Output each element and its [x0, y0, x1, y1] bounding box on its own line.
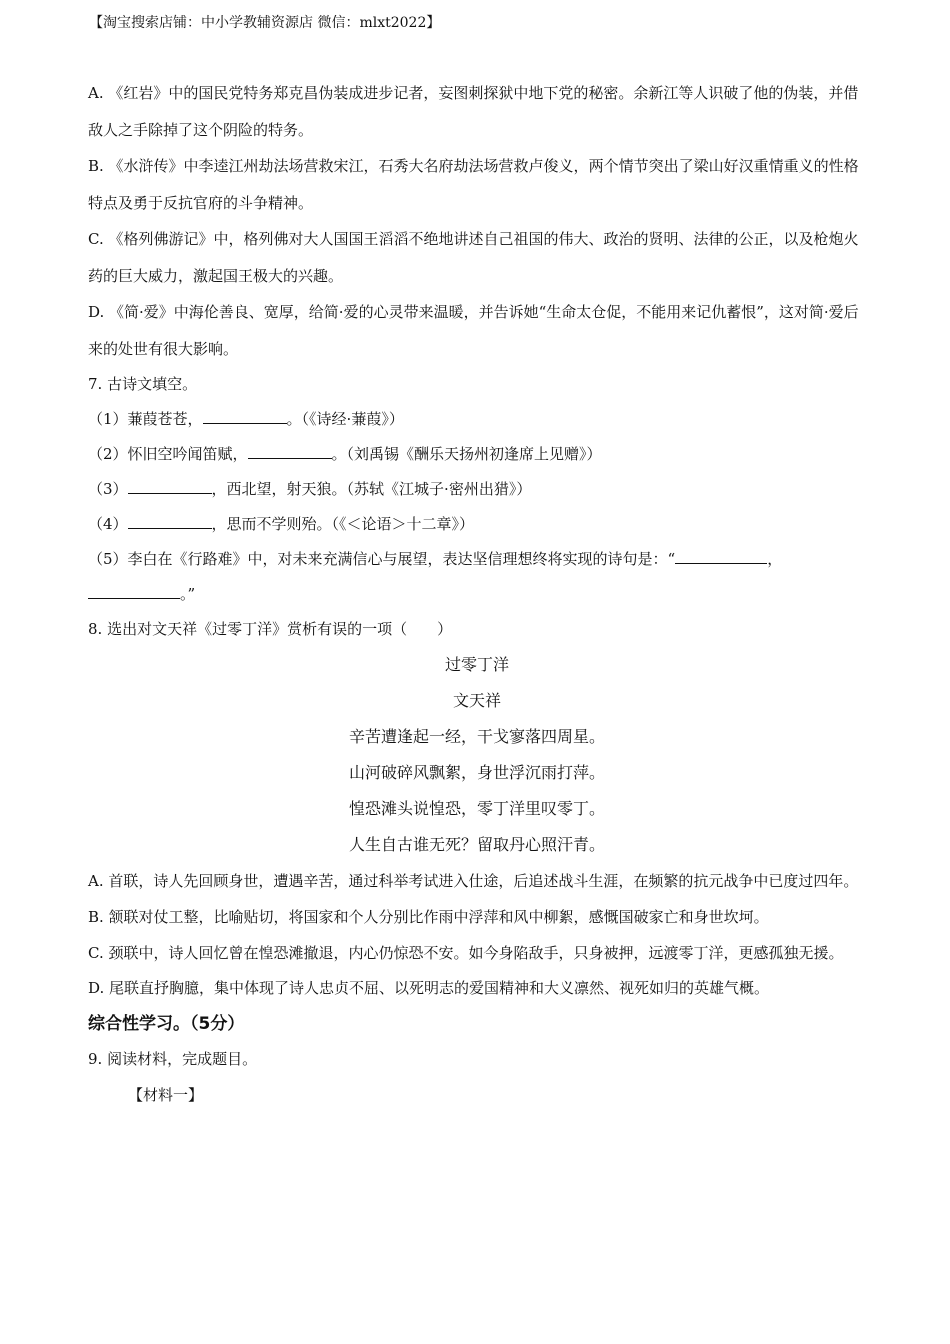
poem-line: 辛苦遭逢起一经，干戈寥落四周星。 — [348, 727, 605, 746]
section-title: 综合性学习。（5分） — [88, 1014, 245, 1034]
poem-line: 人生自古谁无死？留取丹心照汗青。 — [348, 835, 605, 854]
answer-blank — [128, 479, 212, 494]
q6-option-b: B. 《水浒传》中李逵江州劫法场营救宋江，石秀大名府劫法场营救卢俊义，两个情节突出了梁山好汉重情重义的性格特点及勇于反抗官府的斗争精神。 — [88, 157, 859, 212]
answer-blank — [128, 514, 212, 529]
q7-item-5-before: （5）李白在《行路难》中，对未来充满信心与展望，表达坚信理想终将实现的诗句是：“ — [88, 550, 676, 568]
q7-item-5 — [88, 542, 866, 612]
q7-item-3 — [88, 472, 866, 507]
answer-blank — [675, 549, 767, 564]
answer-blank — [203, 409, 287, 424]
q6-option-a: A. 《红岩》中的国民党特务郑克昌伪装成进步记者，妄图刺探狱中地下党的秘密。余新江等人识破了他的伪装，并借敌人之手除掉了这个阴险的特务。 — [88, 84, 859, 139]
document-content — [88, 75, 866, 1113]
q6-option-c: C. 《格列佛游记》中，格列佛对大人国国王滔滔不绝地讲述自己祖国的伟大、政治的贤明、法律的公正，以及枪炮火药的巨大威力，激起国王极大的兴趣。 — [88, 230, 859, 285]
material-label: 【材料一】 — [128, 1086, 204, 1104]
store-header: 【淘宝搜索店铺：中小学教辅资源店 微信：mlxt2022】 — [89, 15, 441, 31]
poem-line: 惶恐滩头说惶恐，零丁洋里叹零丁。 — [348, 799, 605, 818]
q8-option-c: C. 颈联中，诗人回忆曾在惶恐滩撤退，内心仍惊恐不安。如今身陷敌手，只身被押，远渡零丁洋，更感孤独无援。 — [88, 943, 844, 962]
answer-blank — [248, 444, 332, 459]
poem-title: 过零丁洋 — [444, 655, 509, 674]
q9-stem: 9. 阅读材料，完成题目。 — [88, 1050, 258, 1068]
q8-option-b: B. 颔联对仗工整，比喻贴切，将国家和个人分别比作雨中浮萍和风中柳絮，感慨国破家亡和身世坎坷。 — [88, 907, 769, 926]
q7-item-1 — [88, 402, 866, 437]
q7-item-2-after: 。（刘禹锡《酬乐天扬州初逢席上见赠》） — [331, 445, 602, 463]
q7-item-4-after: ，思而不学则殆。（《＜论语＞十二章》） — [211, 515, 475, 533]
q7-item-4-before: （4） — [88, 515, 128, 533]
q7-item-2-before: （2）怀旧空吟闻笛赋， — [88, 445, 248, 463]
q7-item-3-before: （3） — [88, 480, 128, 498]
answer-blank — [88, 584, 180, 599]
q8-stem: 8. 选出对文天祥《过零丁洋》赏析有误的一项（ ） — [88, 620, 453, 638]
q7-item-5-after: 。” — [180, 585, 196, 603]
q6-option-d: D. 《简·爱》中海伦善良、宽厚，给简·爱的心灵带来温暖，并告诉她“生命太仓促，不能用来记仇蓄恨”，这对简·爱后来的处世有很大影响。 — [88, 303, 859, 358]
q8-option-d: D. 尾联直抒胸臆，集中体现了诗人忠贞不屈、以死明志的爱国精神和大义凛然、视死如归的英雄气概。 — [88, 979, 770, 997]
q7-item-1-before: （1）蒹葭苍苍， — [88, 410, 203, 428]
poem-line: 山河破碎风飘絮，身世浮沉雨打萍。 — [348, 763, 605, 782]
q8-option-a: A. 首联，诗人先回顾身世，遭遇辛苦，通过科举考试进入仕途，后追述战斗生涯，在频繁的抗元战争中已度过四年。 — [88, 872, 859, 890]
q7-stem: 7. 古诗文填空。 — [88, 375, 198, 393]
q7-item-1-after: 。（《诗经·蒹葭》） — [286, 410, 404, 428]
poem-author: 文天祥 — [452, 691, 501, 710]
q7-item-5-mid: ， — [767, 550, 783, 568]
q7-item-3-after: ，西北望，射天狼。（苏轼《江城子·密州出猎》） — [211, 480, 532, 498]
q7-item-4 — [88, 507, 866, 542]
q7-item-2 — [88, 437, 866, 472]
